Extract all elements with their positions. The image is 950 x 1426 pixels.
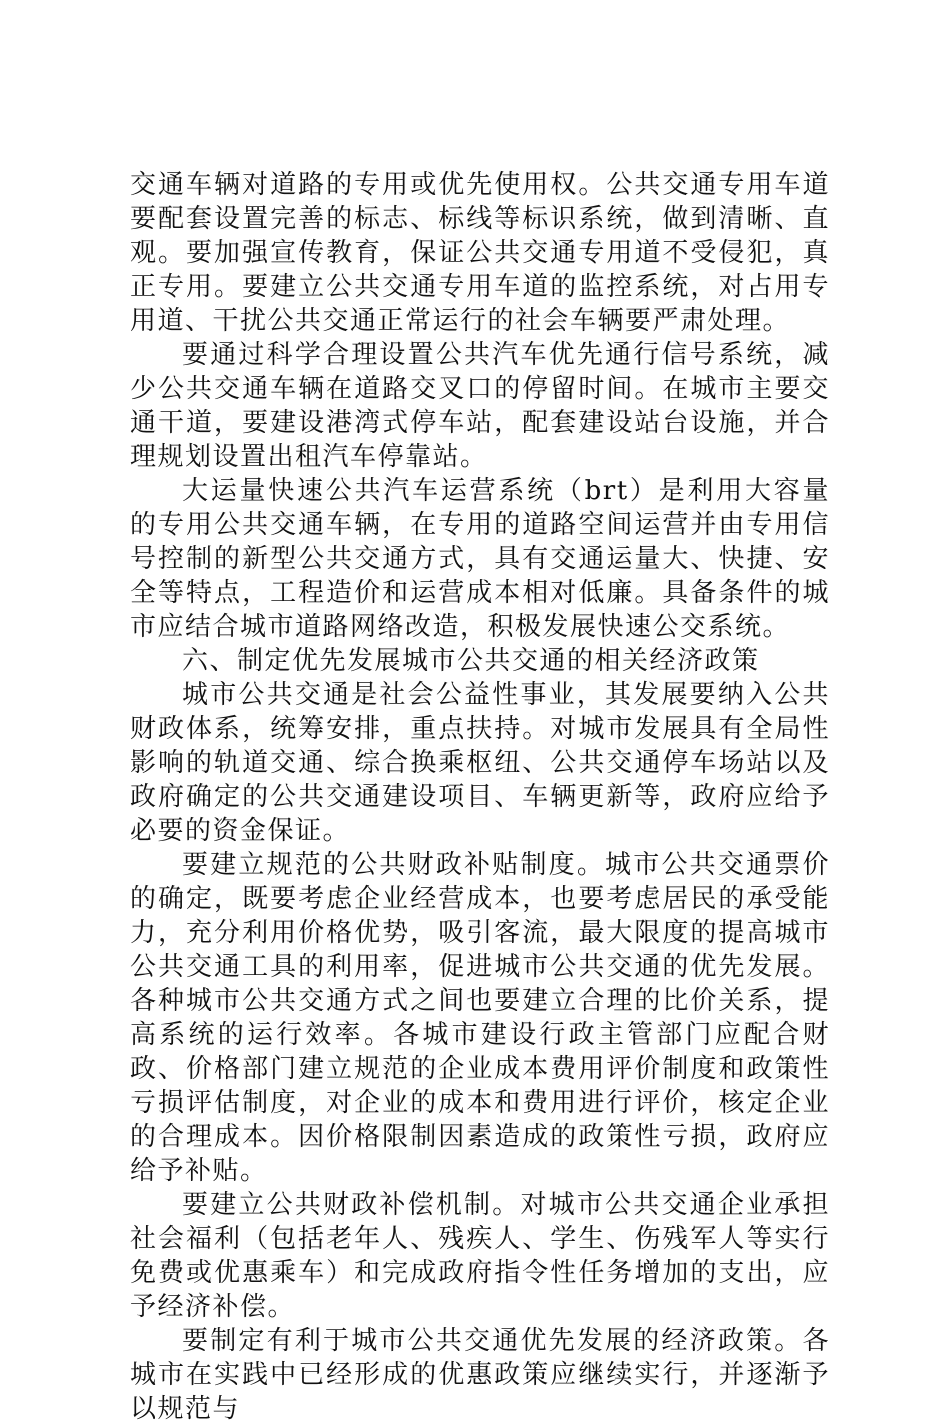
paragraph-1: 交通车辆对道路的专用或优先使用权。公共交通专用车道要配套设置完善的标志、标线等标识系统，做到清晰、直观。要加强宣传教育，保证公共交通专用道不受侵犯，真正专用。要建立公共交通专用车道的监控系统，对占用专用道、干扰公共交通正常运行的社会车辆要严肃处理。: [130, 170, 830, 336]
section-heading: 六、制定优先发展城市公共交通的相关经济政策: [182, 646, 760, 676]
paragraph-3: 大运量快速公共汽车运营系统（brt）是利用大容量的专用公共交通车辆，在专用的道路空间运营并由专用信号控制的新型公共交通方式，具有交通运量大、快捷、安全等特点，工程造价和运营成本相对低廉。具备条件的城市应结合城市道路网络改造，积极发展快速公交系统。: [130, 476, 830, 642]
paragraph-5: 城市公共交通是社会公益性事业，其发展要纳入公共财政体系，统筹安排，重点扶持。对城市发展具有全局性影响的轨道交通、综合换乘枢纽、公共交通停车场站以及政府确定的公共交通建设项目、车辆更新等，政府应给予必要的资金保证。: [130, 680, 830, 846]
paragraph-6: 要建立规范的公共财政补贴制度。城市公共交通票价的确定，既要考虑企业经营成本，也要考虑居民的承受能力，充分利用价格优势，吸引客流，最大限度的提高城市公共交通工具的利用率，促进城市公共交通的优先发展。各种城市公共交通方式之间也要建立合理的比价关系，提高系统的运行效率。各城市建设行政主管部门应配合财政、价格部门建立规范的企业成本费用评价制度和政策性亏损评估制度，对企业的成本和费用进行评价，核定企业的合理成本。因价格限制因素造成的政策性亏损，政府应给予补贴。: [130, 850, 830, 1186]
paragraph-8: 要制定有利于城市公共交通优先发展的经济政策。各城市在实践中已经形成的优惠政策应继续实行，并逐渐予以规范与: [130, 1326, 830, 1424]
document-body: [130, 168, 830, 1426]
paragraph-2: 要通过科学合理设置公共汽车优先通行信号系统，减少公共交通车辆在道路交叉口的停留时间。在城市主要交通干道，要建设港湾式停车站，配套建设站台设施，并合理规划设置出租汽车停靠站。: [130, 340, 830, 472]
paragraph-7: 要建立公共财政补偿机制。对城市公共交通企业承担社会福利（包括老年人、残疾人、学生、伤残军人等实行免费或优惠乘车）和完成政府指令性任务增加的支出，应予经济补偿。: [130, 1190, 830, 1322]
